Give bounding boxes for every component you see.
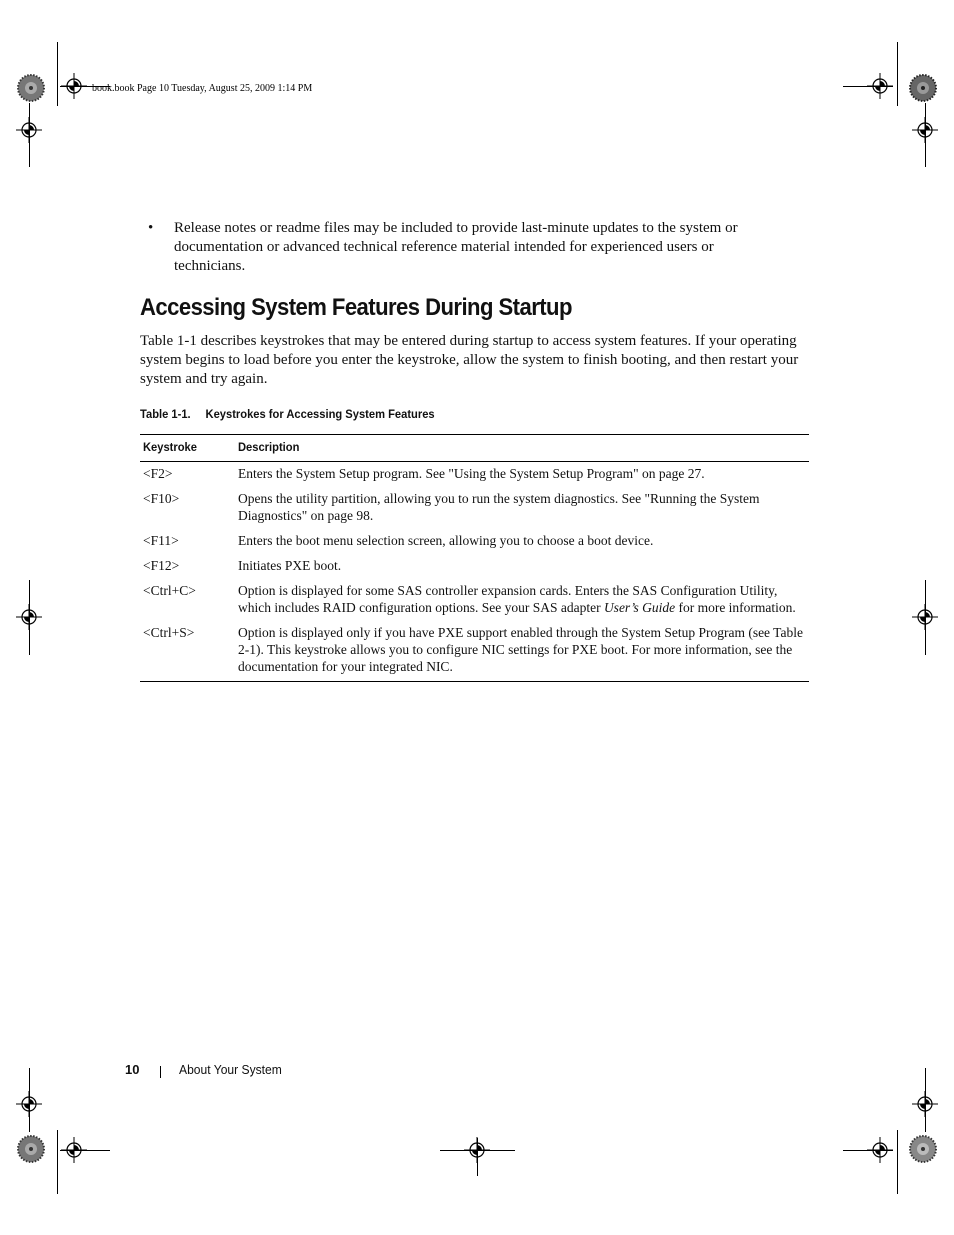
table-caption — [140, 407, 435, 421]
list-item — [148, 219, 788, 276]
starburst-mark-icon — [909, 74, 937, 102]
registration-mark-icon — [16, 604, 42, 630]
starburst-mark-icon — [909, 1135, 937, 1163]
registration-mark-icon — [912, 117, 938, 143]
starburst-mark-icon — [17, 74, 45, 102]
column-header-keystroke: Keystroke — [140, 435, 235, 462]
table-row — [140, 622, 809, 682]
table-row — [140, 462, 809, 489]
crop-line — [57, 1130, 58, 1194]
registration-mark-icon — [61, 73, 87, 99]
keystroke-table — [140, 434, 809, 682]
crop-line — [897, 42, 898, 106]
section-heading: Accessing System Features During Startup — [140, 294, 572, 321]
registration-mark-icon — [912, 604, 938, 630]
table-row — [140, 488, 809, 530]
table-header-row — [140, 435, 809, 462]
description-cell: Initiates PXE boot. — [238, 558, 342, 573]
bullet-list — [148, 219, 788, 276]
keystroke-cell: <Ctrl+C> — [143, 583, 196, 598]
table-row — [140, 530, 809, 555]
registration-mark-icon — [867, 73, 893, 99]
registration-mark-icon — [16, 1091, 42, 1117]
starburst-mark-icon — [17, 1135, 45, 1163]
description-cell: Option is displayed for some SAS controller expansion cards. Enters the SAS Configuration Utility, which includes RAID configuration options. See your SAS adapter User’s Guide for more information. — [238, 583, 796, 615]
keystroke-cell: <F12> — [143, 558, 180, 573]
bullet-icon: • — [148, 220, 154, 236]
registration-mark-icon — [912, 1091, 938, 1117]
registration-mark-icon — [16, 117, 42, 143]
registration-mark-icon — [61, 1137, 87, 1163]
users-guide-title: User’s Guide — [603, 600, 676, 615]
keystroke-cell: <Ctrl+S> — [140, 622, 235, 682]
registration-mark-icon — [867, 1137, 893, 1163]
keystroke-cell: <F10> — [143, 491, 180, 506]
keystroke-cell: <F2> — [143, 466, 173, 481]
keystroke-cell: <F11> — [143, 533, 179, 548]
table-row — [140, 555, 809, 580]
intro-paragraph: Table 1-1 describes keystrokes that may be entered during startup to access system features. If your operating system begins to load before you enter the keystroke, allow the system to finish booting, and then restart your system and try again. — [140, 333, 799, 387]
description-cell: Option is displayed only if you have PXE support enabled through the System Setup Program (see Table 2-1). This keystroke allows you to configure NIC settings for PXE boot. For more information, see the documentation for your integrated NIC. — [235, 622, 809, 682]
registration-mark-icon — [464, 1137, 490, 1163]
description-cell: Enters the boot menu selection screen, allowing you to choose a boot device. — [238, 533, 654, 548]
table-caption-number: Table 1-1. — [140, 407, 191, 421]
description-cell: Opens the utility partition, allowing you to run the system diagnostics. See "Running the System Diagnostics" on page 98. — [238, 491, 760, 523]
description-cell: Enters the System Setup program. See "Using the System Setup Program" on page 27. — [238, 466, 705, 481]
crop-line — [897, 1130, 898, 1194]
chapter-title: About Your System — [179, 1062, 282, 1077]
bullet-text: Release notes or readme files may be included to provide last-minute updates to the system or documentation or advanced technical reference material intended for experienced users or technicians. — [174, 220, 738, 274]
print-slug: book.book Page 10 Tuesday, August 25, 2009 1:14 PM — [92, 83, 313, 94]
table-caption-title: Keystrokes for Accessing System Features — [205, 407, 435, 421]
crop-line — [57, 42, 58, 106]
column-header-description: Description — [235, 435, 809, 462]
footer-divider — [160, 1066, 161, 1078]
table-row — [140, 580, 809, 622]
page-number: 10 — [125, 1062, 140, 1077]
